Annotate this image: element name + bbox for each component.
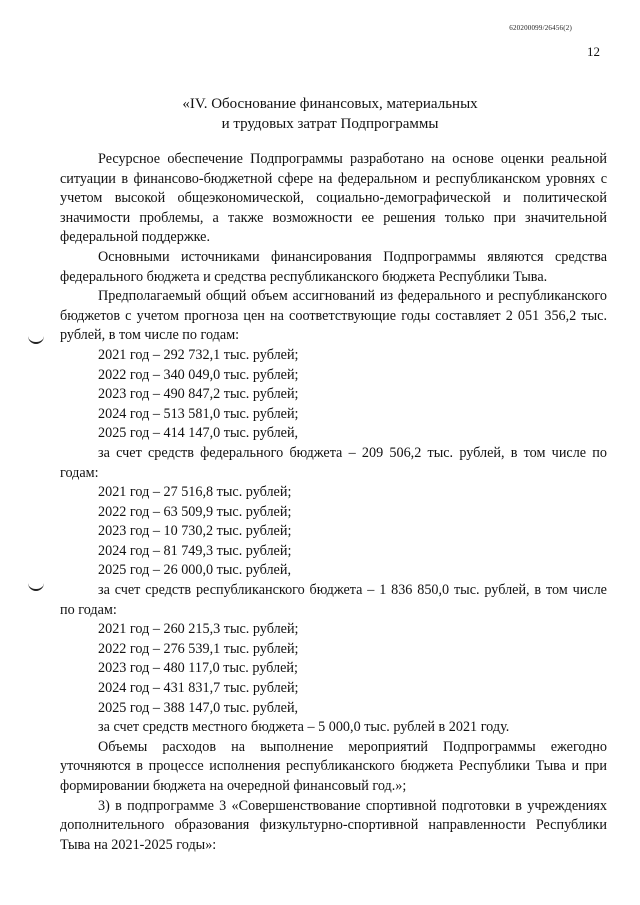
paragraph-local-budget: за счет средств местного бюджета – 5 000,0 тыс. рублей в 2021 году.: [98, 719, 510, 736]
list-item: 2021 год – 260 215,3 тыс. рублей;: [98, 621, 299, 638]
list-item: 2022 год – 340 049,0 тыс. рублей;: [98, 366, 299, 383]
list-item: 2023 год – 480 117,0 тыс. рублей;: [98, 660, 298, 677]
document-body: [60, 150, 607, 855]
list-item: 2022 год – 276 539,1 тыс. рублей;: [98, 640, 299, 657]
list-item: 2024 год – 513 581,0 тыс. рублей;: [98, 405, 299, 422]
paragraph-subprogram-3: 3) в подпрограмме 3 «Совершенствование спортивной подготовки в учреждениях дополнительного образования физкультурно-спортивной направленности Республики Тыва на 2021-2025 годы»:: [60, 797, 607, 853]
section-title-line-1: «IV. Обоснование финансовых, материальных: [182, 96, 478, 112]
list-item: 2023 год – 10 730,2 тыс. рублей;: [98, 523, 292, 540]
paragraph-total-allocation: Предполагаемый общий объем ассигнований из федерального и республиканского бюджетов с учетом прогноза цен на соответствующие годы составляет 2 051 356,2 тыс. рублей, в том числе по годам:: [60, 288, 607, 344]
paragraph-republic-budget: за счет средств республиканского бюджета – 1 836 850,0 тыс. рублей, в том числе по годам:: [60, 582, 607, 618]
paragraph-expense-volumes: Объемы расходов на выполнение мероприятий Подпрограммы ежегодно уточняются в процессе исполнения республиканского бюджета Республики Тыва и при формировании бюджета на очередной финансовый год.»;: [60, 738, 607, 794]
document-id: 620200099/26456(2): [509, 24, 572, 32]
list-item: 2024 год – 431 831,7 тыс. рублей;: [98, 680, 299, 697]
margin-mark: [28, 336, 44, 344]
paragraph-federal-budget: за счет средств федерального бюджета – 209 506,2 тыс. рублей, в том числе по годам:: [60, 444, 607, 481]
section-title: [60, 94, 600, 134]
margin-mark: [28, 583, 44, 591]
list-item: 2023 год – 490 847,2 тыс. рублей;: [98, 386, 299, 403]
list-item: 2025 год – 414 147,0 тыс. рублей,: [98, 425, 299, 442]
list-item: 2024 год – 81 749,3 тыс. рублей;: [98, 542, 292, 559]
paragraph-resource-provision: Ресурсное обеспечение Подпрограммы разработано на основе оценки реальной ситуации в финансово-бюджетной сфере на федеральном и республиканском уровнях с учетом высокой общеэкономической, социально-демографической и политической значимости проблемы, а также возможности ее решения только при значительной федеральной поддержке.: [60, 151, 607, 246]
list-item: 2021 год – 27 516,8 тыс. рублей;: [98, 484, 292, 501]
section-title-line-2: и трудовых затрат Подпрограммы: [221, 116, 439, 132]
list-item: 2025 год – 26 000,0 тыс. рублей,: [98, 562, 291, 579]
page-number: 12: [587, 44, 600, 59]
list-item: 2025 год – 388 147,0 тыс. рублей,: [98, 699, 299, 716]
list-item: 2022 год – 63 509,9 тыс. рублей;: [98, 503, 292, 520]
paragraph-funding-sources: Основными источниками финансирования Подпрограммы являются средства федерального бюджета и средства республиканского бюджета Республики Тыва.: [60, 248, 607, 285]
list-item: 2021 год – 292 732,1 тыс. рублей;: [98, 346, 299, 363]
